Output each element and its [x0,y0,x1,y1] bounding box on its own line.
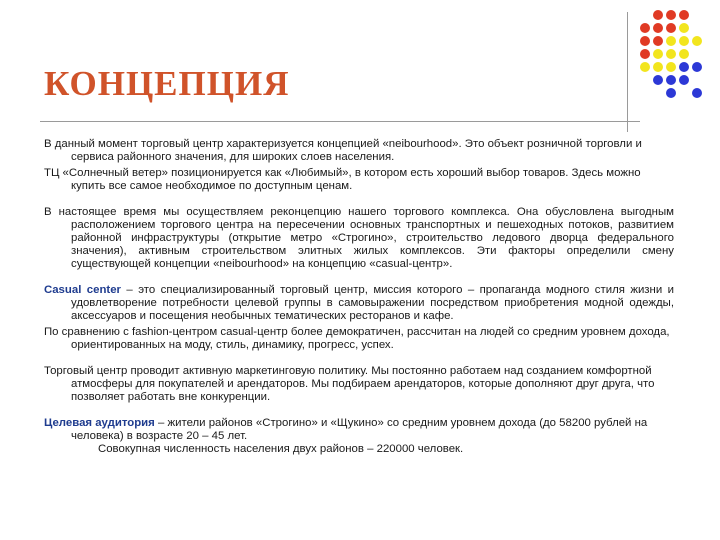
decorative-dot [692,62,702,72]
decorative-dot [653,10,663,20]
decorative-dot [640,23,650,33]
paragraph-current-concept: В данный момент торговый центр характеризуется концепцией «neibourhood». Это объект розничной торговли и сервиса районного значения, для широких слоев населения. [44,138,642,163]
decorative-dot [666,10,676,20]
decorative-dot [679,62,689,72]
decorative-dot [692,88,702,98]
paragraph-comparison: По сравнению с fashion-центром casual-центр более демократичен, рассчитан на людей со средним уровнем дохода, ориентированных на моду, стиль, динамику, прогресс, успех. [44,326,670,351]
decorative-dot-grid [640,10,700,110]
casual-center-term: Casual center [44,284,121,296]
decorative-dot [679,49,689,59]
paragraph-casual-center [44,284,674,323]
casual-center-definition: – это специализированный торговый центр, миссия которого – пропаганда модного стиля жизни и удовлетворение потребности целевой группы в самовыражении посредством приобретения модной одежды, аксессуаров и посещения необычных тематических ресторанов и кафе. [71,284,674,322]
decorative-dot [679,10,689,20]
horizontal-rule [40,121,640,122]
decorative-dot [666,36,676,46]
decorative-dot [679,23,689,33]
decorative-dot [666,62,676,72]
decorative-dot [640,62,650,72]
paragraph-positioning: ТЦ «Солнечный ветер» позиционируется как «Любимый», в котором есть хороший выбор товаров. Здесь можно купить все самое необходимое по доступным ценам. [44,167,641,192]
decorative-dot [679,75,689,85]
decorative-dot [640,36,650,46]
decorative-dot [653,36,663,46]
decorative-dot [640,49,650,59]
target-audience-term: Целевая аудитория [44,417,155,429]
slide-title: КОНЦЕПЦИЯ [44,64,290,103]
decorative-dot [666,49,676,59]
decorative-dot [666,23,676,33]
decorative-dot [666,88,676,98]
decorative-dot [653,23,663,33]
decorative-dot [692,36,702,46]
decorative-dot [653,62,663,72]
decorative-dot [679,36,689,46]
slide-body [44,138,674,456]
decorative-dot [653,75,663,85]
paragraph-target-audience [44,417,674,456]
paragraph-marketing: Торговый центр проводит активную маркетинговую политику. Мы постоянно работаем над созданием комфортной атмосферы для покупателей и арендаторов. Мы подбираем арендаторов, которые дополняют друг друга, что позволяет работать вне конкуренции. [44,365,655,403]
population-total: Совокупная численность населения двух районов – 220000 человек. [98,443,464,455]
paragraph-reconcept: В настоящее время мы осуществляем реконцепцию нашего торгового комплекса. Она обусловлена выгодным расположением торгового центра на пересечении основных транспортных и пешеходных потоков, развитием районной инфраструктуры (открытие метро «Строгино», строительство ледового дворца федерального значения), активным строительством элитных жилых комплексов. Эти факторы определили смену существующей концепции «neibourhood» на концепцию «casual-центр». [44,206,674,270]
target-audience-definition: – жители районов «Строгино» и «Щукино» со средним уровнем дохода (до 58200 рублей на человека) в возрасте 20 – 45 лет. [71,417,648,442]
decorative-dot [653,49,663,59]
vertical-rule [627,12,628,132]
decorative-dot [666,75,676,85]
